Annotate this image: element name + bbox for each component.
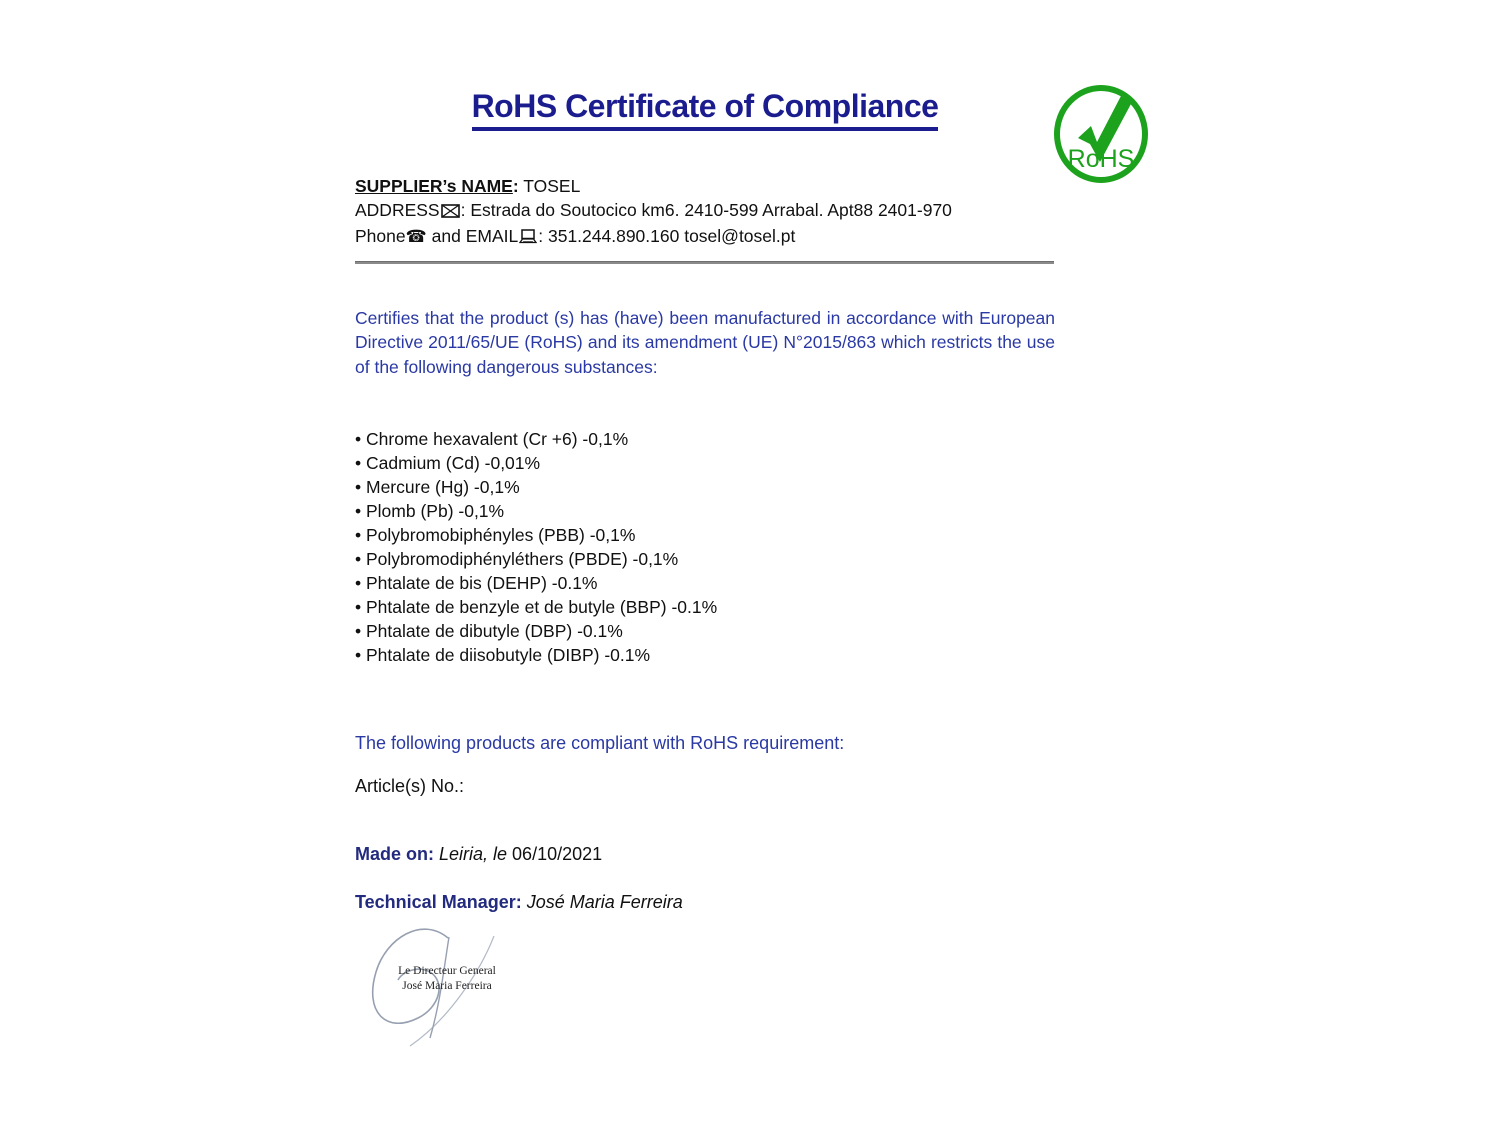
- divider-rule: [355, 261, 1054, 264]
- page-title: RoHS Certificate of Compliance: [472, 88, 939, 131]
- address-value: : Estrada do Soutocico km6. 2410-599 Arrabal. Apt88 2401-970: [460, 200, 952, 220]
- made-on-date: 06/10/2021: [507, 844, 603, 864]
- made-on-line: [355, 844, 602, 865]
- signature-printed-name: [372, 964, 522, 994]
- substance-item: • Phtalate de diisobutyle (DIBP) -0.1%: [355, 643, 1055, 667]
- supplier-contact-line: [355, 224, 1055, 250]
- substance-item: • Polybromodiphényléthers (PBDE) -0,1%: [355, 547, 1055, 571]
- supplier-name-line: [355, 174, 1055, 198]
- substance-item: • Phtalate de benzyle et de butyle (BBP) -0.1%: [355, 595, 1055, 619]
- contact-value: : 351.244.890.160 tosel@tosel.pt: [538, 226, 796, 246]
- substance-item: • Polybromobiphényles (PBB) -0,1%: [355, 523, 1055, 547]
- envelope-icon: [441, 200, 460, 224]
- signature-title: Le Directeur General: [398, 965, 496, 977]
- logo-label: RoHS: [1067, 145, 1135, 173]
- address-label: ADDRESS: [355, 200, 440, 220]
- substance-item: • Phtalate de dibutyle (DBP) -0.1%: [355, 619, 1055, 643]
- made-on-label: Made on:: [355, 844, 434, 864]
- rohs-logo: [1052, 82, 1150, 184]
- supplier-address-line: [355, 198, 1055, 224]
- substance-item: • Chrome hexavalent (Cr +6) -0,1%: [355, 427, 1055, 451]
- substance-item: • Phtalate de bis (DEHP) -0.1%: [355, 571, 1055, 595]
- technical-manager-name: José Maria Ferreira: [521, 892, 683, 912]
- phone-icon: ☎: [405, 227, 427, 247]
- supplier-name-colon: :: [512, 176, 519, 196]
- articles-label: Article(s) No.:: [355, 776, 465, 796]
- supplier-name-label: SUPPLIER’s NAME: [355, 176, 513, 196]
- technical-manager-line: [355, 892, 683, 913]
- phone-label: Phone: [355, 226, 406, 246]
- title-wrap: [355, 88, 1055, 131]
- substance-item: • Plomb (Pb) -0,1%: [355, 499, 1055, 523]
- computer-icon: [519, 226, 537, 250]
- supplier-block: [355, 174, 1055, 250]
- compliance-statement: The following products are compliant with RoHS requirement:: [355, 733, 845, 753]
- substances-list: [355, 427, 1055, 667]
- supplier-name-value: TOSEL: [518, 176, 581, 196]
- and-email-label: and EMAIL: [426, 226, 519, 246]
- substance-item: • Cadmium (Cd) -0,01%: [355, 451, 1055, 475]
- substance-item: • Mercure (Hg) -0,1%: [355, 475, 1055, 499]
- made-on-place: Leiria, le: [434, 844, 508, 864]
- technical-manager-label: Technical Manager:: [355, 892, 522, 912]
- rohs-logo-graphic: [1052, 82, 1150, 184]
- certification-paragraph: Certifies that the product (s) has (have) been manufactured in accordance with European Directive 2011/65/UE (RoHS) and its amendment (UE) N°2015/863 which restricts the use of the following dangerous substances:: [355, 308, 1055, 377]
- signature-name: José Maria Ferreira: [402, 980, 492, 992]
